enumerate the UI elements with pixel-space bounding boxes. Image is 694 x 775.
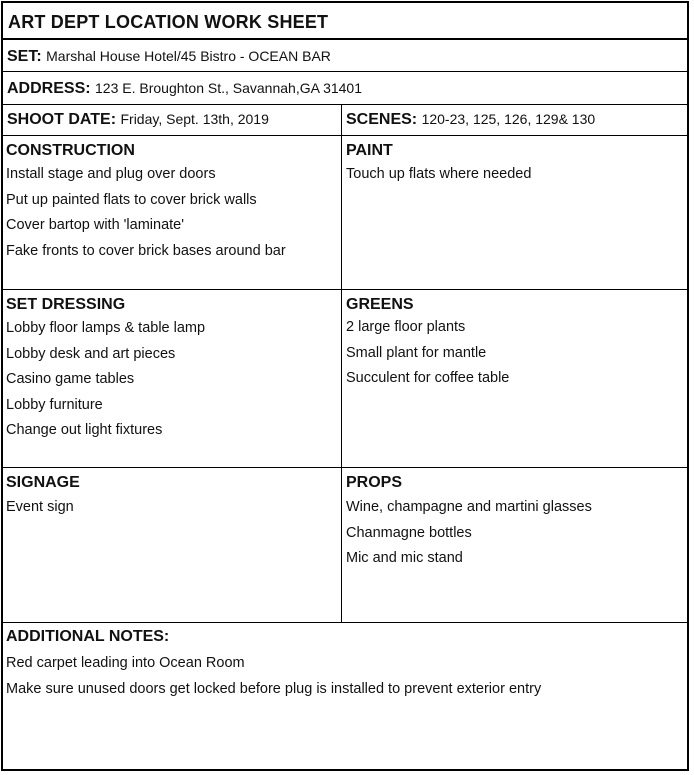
- list-item: Red carpet leading into Ocean Room: [6, 655, 245, 671]
- list-item: Succulent for coffee table: [346, 370, 510, 386]
- greens-section: [342, 290, 687, 467]
- greens-list: [346, 318, 509, 395]
- list-item: Lobby desk and art pieces: [6, 345, 176, 362]
- greens-heading: GREENS: [346, 296, 414, 313]
- shoot-date-label: SHOOT DATE:: [7, 111, 117, 128]
- list-item: Fake fronts to cover brick bases around bar: [6, 242, 286, 259]
- list-item: Touch up flats where needed: [346, 166, 532, 182]
- set-dressing-heading: SET DRESSING: [6, 296, 126, 313]
- construction-section: [3, 136, 342, 289]
- title-row: [3, 3, 687, 40]
- scenes-field: [346, 111, 595, 129]
- list-item: Put up painted flats to cover brick walls: [6, 191, 257, 208]
- list-item: Cover bartop with 'laminate': [6, 217, 185, 233]
- signage-section: [3, 468, 342, 622]
- notes-heading: ADDITIONAL NOTES:: [6, 628, 170, 645]
- address-label: ADDRESS:: [7, 80, 91, 97]
- list-item: Event sign: [6, 499, 74, 515]
- list-item: Install stage and plug over doors: [6, 166, 216, 182]
- scenes-cell: [342, 105, 687, 135]
- additional-notes-section: [3, 623, 687, 769]
- props-heading: PROPS: [346, 474, 403, 491]
- signage-list: [6, 498, 74, 524]
- signage-heading: SIGNAGE: [6, 474, 80, 491]
- address-row: [3, 72, 687, 105]
- address-field: [7, 80, 362, 98]
- list-item: Change out light fixtures: [6, 422, 163, 438]
- paint-section: [342, 136, 687, 289]
- set-label: SET:: [7, 48, 42, 65]
- set-dressing-list: [6, 319, 205, 447]
- construction-heading: CONSTRUCTION: [6, 142, 135, 159]
- work-sheet: [1, 1, 689, 771]
- address-value: 123 E. Broughton St., Savannah,GA 31401: [95, 80, 362, 96]
- shoot-date-field: [7, 111, 269, 129]
- signage-props-row: [3, 468, 687, 623]
- construction-list: [6, 165, 286, 267]
- list-item: Make sure unused doors get locked before plug is installed to prevent exterior entry: [6, 681, 542, 697]
- props-section: [342, 468, 687, 622]
- list-item: Casino game tables: [6, 371, 135, 387]
- set-value: Marshal House Hotel/45 Bistro - OCEAN BAR: [46, 48, 331, 64]
- paint-list: [346, 165, 531, 191]
- list-item: Mic and mic stand: [346, 550, 463, 566]
- scenes-label: SCENES:: [346, 111, 418, 128]
- page-title: ART DEPT LOCATION WORK SHEET: [8, 12, 329, 32]
- list-item: Small plant for mantle: [346, 344, 487, 361]
- paint-heading: PAINT: [346, 142, 393, 159]
- notes-list: [6, 654, 541, 706]
- set-dressing-section: [3, 290, 342, 467]
- list-item: Chanmagne bottles: [346, 524, 472, 541]
- props-list: [346, 498, 592, 575]
- list-item: Wine, champagne and martini glasses: [346, 499, 592, 515]
- shoot-date-cell: [3, 105, 342, 135]
- list-item: Lobby floor lamps & table lamp: [6, 320, 206, 336]
- shoot-date-value: Friday, Sept. 13th, 2019: [120, 111, 269, 127]
- set-row: [3, 40, 687, 72]
- date-scenes-row: [3, 105, 687, 136]
- set-field: [7, 48, 331, 66]
- list-item: 2 large floor plants: [346, 319, 466, 335]
- dressing-greens-row: [3, 290, 687, 468]
- construction-paint-row: [3, 136, 687, 290]
- list-item: Lobby furniture: [6, 396, 103, 413]
- scenes-value: 120-23, 125, 126, 129& 130: [421, 111, 596, 127]
